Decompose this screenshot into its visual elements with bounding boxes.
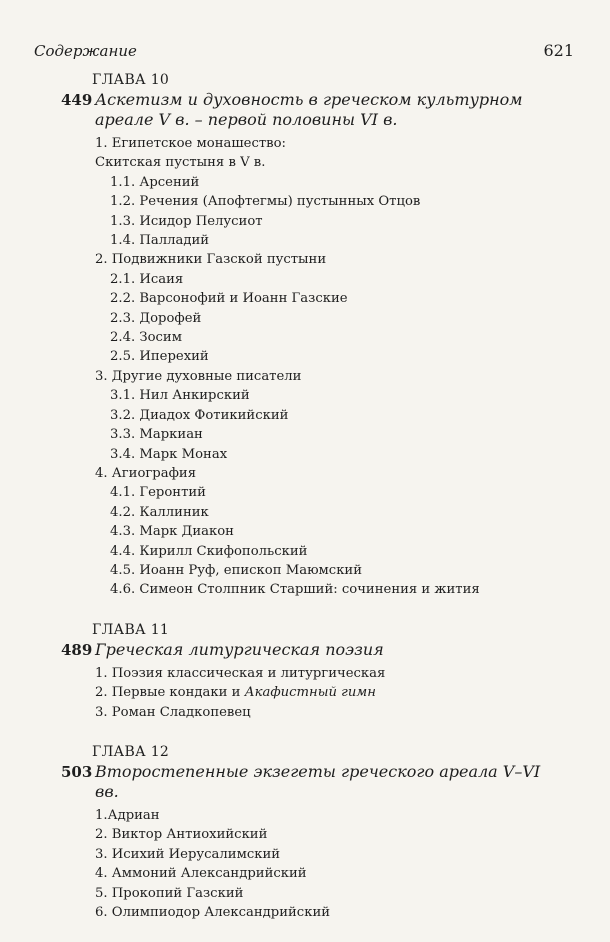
chapter-block: [0, 70, 610, 600]
chapter-page-ref: 489: [61, 640, 93, 659]
toc-entry-text: 3. Исихий Иерусалимский: [95, 846, 281, 862]
toc-entry: [95, 864, 610, 883]
toc-entry: [110, 173, 610, 192]
chapter-page-ref: 503: [61, 762, 93, 781]
chapter-title-line: Второстепенные экзегеты греческого ареала V–VI вв.: [95, 761, 541, 801]
toc-entry: [110, 212, 610, 231]
chapter-block: [0, 742, 610, 922]
toc-entry-text: 3.3. Маркиан: [110, 427, 203, 443]
toc-entry: [95, 464, 610, 483]
toc-entry: [95, 367, 610, 386]
chapter-title: [61, 639, 565, 660]
toc-entry-text: 2.3. Дорофей: [110, 310, 202, 326]
toc-entry: [95, 903, 610, 922]
toc-entry-text: 1.1. Арсений: [110, 174, 200, 190]
toc-entry-text: 4.4. Кирилл Скифопольский: [110, 543, 308, 559]
toc-entry: [110, 522, 610, 541]
chapter-title-line: ареале V в. – первой половины VI в.: [95, 110, 398, 129]
toc-entry: [95, 153, 610, 172]
toc-entry: [110, 328, 610, 347]
toc-entry-text: 1.Адриан: [95, 807, 160, 823]
toc-entry: [110, 580, 610, 599]
running-head: Содержание: [34, 42, 137, 60]
toc-entry-text: 3. Роман Сладкопевец: [95, 704, 251, 720]
toc-entry-text: 3.1. Нил Анкирский: [110, 388, 250, 404]
toc-entry: [110, 542, 610, 561]
toc-entry: [95, 825, 610, 844]
toc-entry-text: 5. Прокопий Газский: [95, 885, 244, 901]
toc-entry-text: 4.1. Геронтий: [110, 485, 206, 501]
chapter-label: ГЛАВА 11: [92, 621, 170, 638]
table-of-contents: [0, 70, 610, 942]
toc-entry-text: 1. Египетское монашество:: [95, 136, 286, 151]
chapter-title-line: Аскетизм и духовность в греческом культурном: [95, 90, 523, 109]
chapter-label: ГЛАВА 10: [92, 72, 170, 88]
toc-entry-text: 4.6. Симеон Столпник Старший: сочинения и жития: [110, 582, 480, 598]
chapter-entries: [0, 134, 610, 600]
toc-entry-text: 4. Аммоний Александрийский: [95, 866, 307, 882]
toc-entry-text: 3.4. Марк Монах: [110, 446, 228, 462]
toc-entry-text: 1.2. Речения (Апофтегмы) пустынных Отцов: [110, 194, 421, 210]
page-number: 621: [543, 41, 574, 60]
toc-entry-text: 4.5. Иоанн Руф, епископ Маюмский: [110, 562, 363, 578]
toc-entry-text: 2. Виктор Антиохийский: [95, 827, 268, 843]
toc-entry-text: 2. Подвижники Газской пустыни: [95, 252, 327, 268]
chapter-page-ref: 449: [61, 91, 93, 109]
toc-entry-text: 2.4. Зосим: [110, 330, 182, 346]
toc-entry: [95, 845, 610, 864]
toc-entry: [110, 561, 610, 580]
toc-entry-text: 4.3. Марк Диакон: [110, 524, 234, 540]
toc-entry: [95, 250, 610, 269]
toc-entry: [110, 386, 610, 405]
chapter-entries: [0, 806, 610, 922]
toc-entry-text: 3. Другие духовные писатели: [95, 368, 302, 384]
chapter-entries: [0, 664, 610, 722]
toc-entry-text: 2.1. Исаия: [110, 271, 184, 287]
toc-entry: [110, 503, 610, 522]
toc-entry-text: 4. Агиография: [95, 465, 197, 481]
chapter-title: [61, 90, 565, 130]
chapter-title: [61, 761, 565, 802]
toc-entry: [95, 703, 610, 722]
toc-entry-text: 1. Поэзия классическая и литургическая: [95, 665, 386, 681]
toc-entry-text: 1.4. Палладий: [110, 233, 210, 249]
toc-entry: [110, 483, 610, 502]
chapter-label: ГЛАВА 12: [92, 743, 170, 760]
toc-entry-text: 1.3. Исидор Пелусиот: [110, 213, 263, 229]
chapter-title-line: Греческая литургическая поэзия: [95, 639, 384, 659]
toc-entry: [95, 806, 610, 825]
toc-entry: [110, 445, 610, 464]
toc-entry: [110, 309, 610, 328]
toc-entry-text: 2. Первые кондаки и: [95, 685, 245, 701]
toc-entry-text: 4.2. Каллиник: [110, 504, 209, 520]
toc-entry-text: 6. Олимпиодор Александрийский: [95, 905, 331, 920]
toc-entry: [110, 347, 610, 366]
toc-entry: [110, 270, 610, 289]
toc-entry-text: Скитская пустыня в V в.: [95, 155, 266, 171]
toc-entry: [95, 683, 610, 702]
toc-entry-text: 2.5. Иперехий: [110, 349, 209, 365]
toc-entry-text: 3.2. Диадох Фотикийский: [110, 407, 289, 423]
toc-entry: [110, 289, 610, 308]
toc-entry-text: 2.2. Варсонофий и Иоанн Газские: [110, 291, 348, 307]
toc-entry: [110, 425, 610, 444]
toc-entry: [110, 192, 610, 211]
chapter-block: [0, 620, 610, 722]
toc-entry-emphasis: Акафистный гимн: [244, 685, 376, 701]
toc-entry: [95, 884, 610, 903]
toc-entry: [110, 231, 610, 250]
toc-entry: [95, 664, 610, 683]
toc-entry: [95, 134, 610, 153]
toc-entry: [110, 406, 610, 425]
